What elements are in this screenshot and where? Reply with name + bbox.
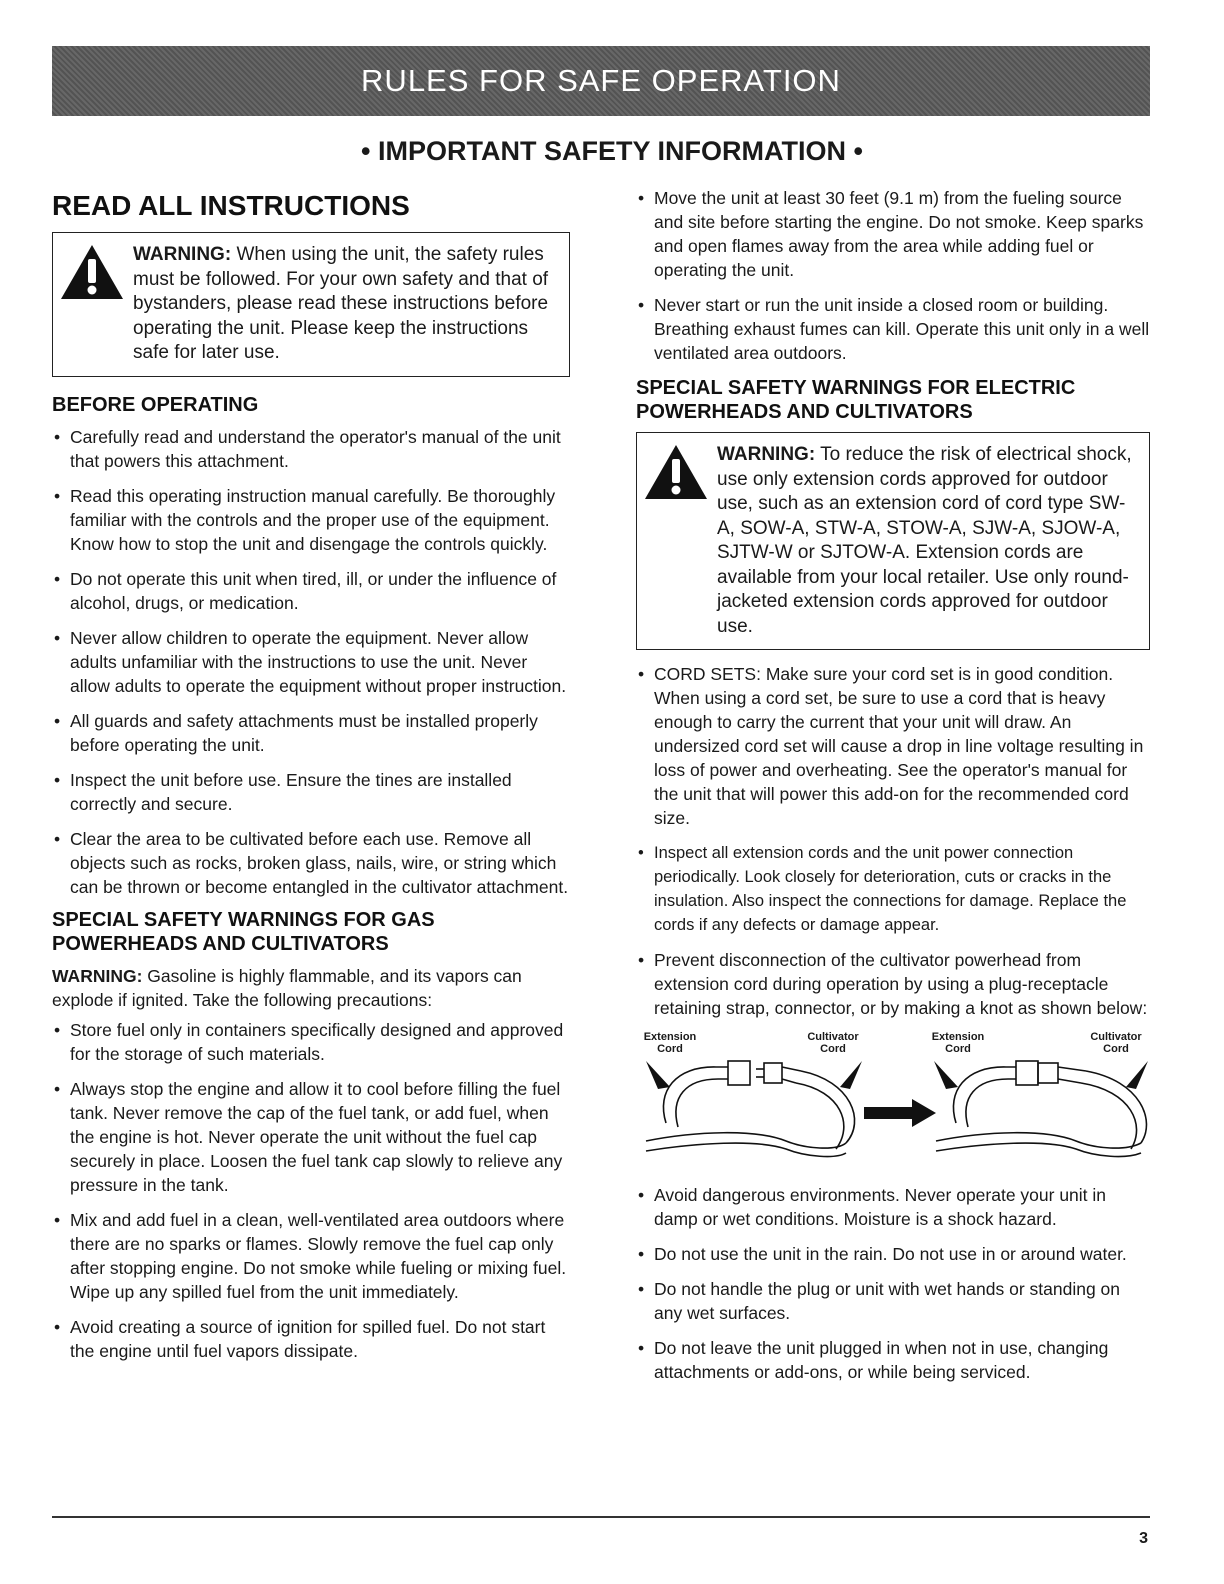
electric-warnings-list [636,662,1150,1020]
list-item: • All guards and safety attachments must be installed properly before operating the unit. [52,709,570,757]
list-item: • Prevent disconnection of the cultivator powerhead from extension cord during operation by using a plug-receptacle retaining strap, connector, or by making a knot as shown below: [636,948,1150,1020]
label-cultivator-cord-left: Cultivator Cord [807,1031,859,1055]
warning-box-electric [636,432,1150,650]
gas-warnings-heading: SPECIAL SAFETY WARNINGS FOR GAS POWERHEADS AND CULTIVATORS [52,908,435,955]
label-extension-cord-right: Extension Cord [931,1031,985,1055]
list-item: • Avoid dangerous environments. Never operate your unit in damp or wet conditions. Moisture is a shock hazard. [636,1183,1150,1231]
warning-label: WARNING: [133,244,232,265]
list-item: • Clear the area to be cultivated before each use. Remove all objects such as rocks, broken glass, nails, wire, or string which can be thrown or become entangled in the cultivator attachment. [52,827,570,899]
gas-warning-text: Gasoline is highly flammable, and its vapors can explode if ignited. Take the following precautions: [52,965,522,1010]
gas-warning-paragraph [52,964,570,1012]
electric-warnings-heading: SPECIAL SAFETY WARNINGS FOR ELECTRIC POWERHEADS AND CULTIVATORS [636,377,1076,423]
read-all-heading: READ ALL INSTRUCTIONS [52,190,410,221]
list-item: • Inspect all extension cords and the unit power connection periodically. Look closely for deterioration, cuts or cracks in the insulation. Also inspect the connections for damage. Replace the cords if any defects or damage appear. [636,841,1150,937]
warning-triangle-icon [643,443,709,501]
warning-triangle-icon [59,243,125,301]
before-operating-heading: BEFORE OPERATING [52,393,259,416]
left-column [52,186,570,1374]
before-operating-list [52,425,570,899]
list-item: • Carefully read and understand the operator's manual of the unit that powers this attachment. [52,425,570,473]
cord-knot-diagram [636,1031,1150,1161]
list-item: • Read this operating instruction manual carefully. Be thoroughly familiar with the controls and the proper use of the equipment. Know how to stop the unit and disengage the controls quickly. [52,484,570,556]
section-banner [52,46,1150,116]
warning-text: To reduce the risk of electrical shock, use only extension cords approved for outdoor use, such as an extension cord of cord type SW-A, SOW-A, STW-A, STOW-A, SJW-A, SJOW-A, SJTW-W or SJTOW-A. Extension cords are available from your local retailer. Use only round-jacketed extension cords approved for outdoor use. [717,444,1132,637]
list-item: • Never allow children to operate the equipment. Never allow adults unfamiliar with the instructions to use the unit. Never allow adults to operate the equipment without proper instruction. [52,626,570,698]
list-item: • Mix and add fuel in a clean, well-ventilated area outdoors where there are no sparks or flames. Slowly remove the fuel cap only after stopping engine. Do not smoke while fueling or mixing fuel. Wipe up any spilled fuel from the unit immediately. [52,1208,570,1304]
gas-warning-label: WARNING: [52,965,143,986]
list-item: • Do not operate this unit when tired, ill, or under the influence of alcohol, drugs, or medication. [52,567,570,615]
gas-warnings-list [52,1018,570,1363]
page-number: 3 [1139,1530,1148,1547]
list-item: • Do not handle the plug or unit with wet hands or standing on any wet surfaces. [636,1277,1150,1325]
right-column [636,186,1150,1395]
knot-illustration [636,1031,1150,1161]
list-item: • Store fuel only in containers specifically designed and approved for the storage of such materials. [52,1018,570,1066]
fuel-safety-list [636,186,1150,365]
list-item: • CORD SETS: Make sure your cord set is in good condition. When using a cord set, be sure to use a cord that is heavy enough to carry the current that your unit will draw. An undersized cord set will cause a drop in line voltage resulting in loss of power and overheating. See the operator's manual for the unit that will power this add-on for the recommended cord size. [636,662,1150,830]
environment-safety-list [636,1183,1150,1384]
label-cultivator-cord-right: Cultivator Cord [1090,1031,1142,1055]
label-extension-cord-left: Extension Cord [643,1031,697,1055]
warning-label: WARNING: [717,444,816,465]
banner-title: RULES FOR SAFE OPERATION [361,63,841,98]
list-item: • Do not leave the unit plugged in when not in use, changing attachments or add-ons, or while being serviced. [636,1336,1150,1384]
list-item: • Do not use the unit in the rain. Do not use in or around water. [636,1242,1150,1266]
warning-box-general [52,232,570,377]
list-item: • Never start or run the unit inside a closed room or building. Breathing exhaust fumes can kill. Operate this unit only in a well ventilated area outdoors. [636,293,1150,365]
list-item: • Avoid creating a source of ignition for spilled fuel. Do not start the engine until fuel vapors dissipate. [52,1315,570,1363]
footer-divider [52,1516,1150,1518]
subtitle: • IMPORTANT SAFETY INFORMATION • [361,136,863,166]
list-item: • Inspect the unit before use. Ensure the tines are installed correctly and secure. [52,768,570,816]
list-item: • Move the unit at least 30 feet (9.1 m) from the fueling source and site before starting the engine. Do not smoke. Keep sparks and open flames away from the area while adding fuel or operating the unit. [636,186,1150,282]
warning-text: When using the unit, the safety rules must be followed. For your own safety and that of bystanders, please read these instructions before operating the unit. Please keep the instructions safe for later use. [133,244,549,363]
list-item: • Always stop the engine and allow it to cool before filling the fuel tank. Never remove the cap of the fuel tank, or add fuel, when the engine is hot. Never operate the unit without the fuel cap securely in place. Loosen the fuel tank cap slowly to relieve any pressure in the tank. [52,1077,570,1197]
